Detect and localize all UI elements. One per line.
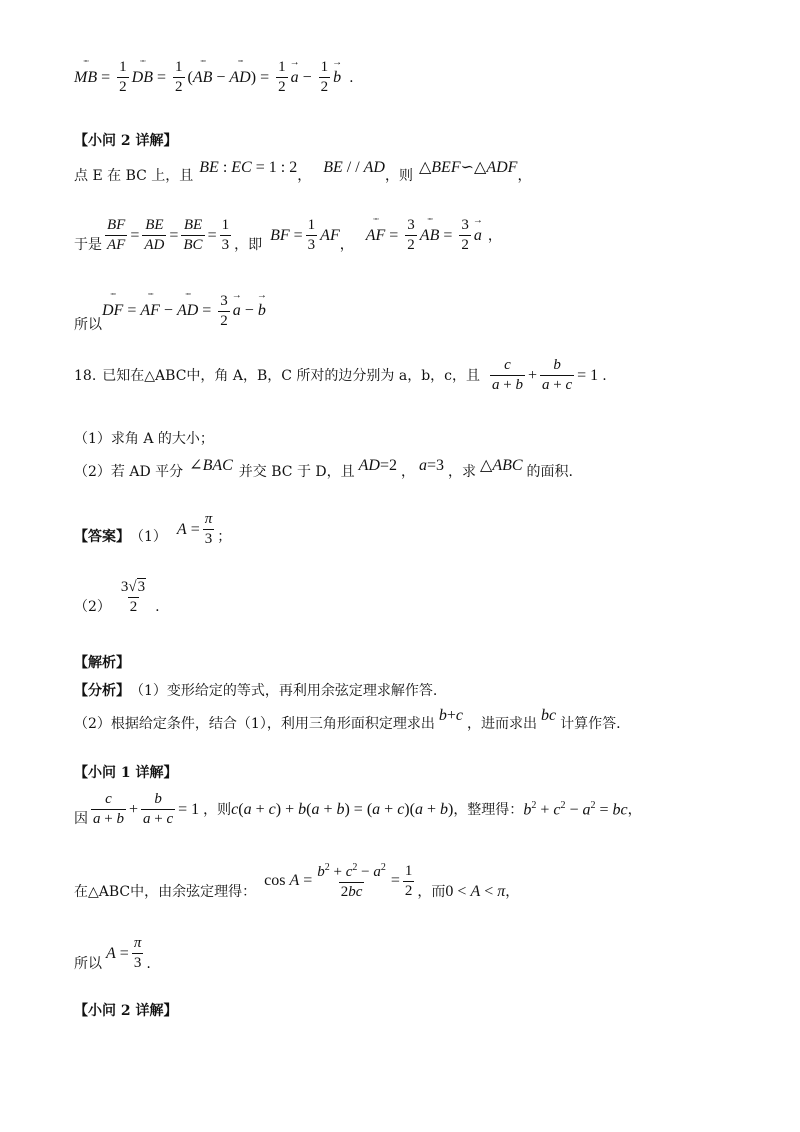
part2-text-d: ，求 (448, 464, 477, 480)
period: . (146, 955, 151, 972)
sub1-line1: 因 $\frac{c}{a + b}$ + $\frac{b}{a + c}$ = 1 ，则 c(a + c) + b(a + b) = (a + c)(a + b) ，整理得： $b^2 + c^2 - a^2$ = bc ， (74, 791, 642, 827)
part2-text-a: （2）若 AD 平分 (74, 464, 184, 480)
analysis-text2c: 计算作答. (560, 716, 621, 732)
answer-p1-label: （1） (130, 528, 167, 545)
analysis-text1: （1）变形给定的等式，再利用余弦定理求解作答. (130, 683, 438, 699)
sub2-header: 【小问 2 详解】 (74, 133, 178, 149)
sub1-result: 所以 A = $\frac{\pi}{3}$ . (74, 935, 151, 972)
period: . (602, 367, 607, 384)
sub1-header: 【小问 1 详解】 (74, 765, 178, 781)
comma: ， (400, 464, 415, 480)
comma-end: ， (627, 801, 642, 818)
period: . (155, 598, 160, 615)
answer-label: 【答案】 (74, 528, 130, 545)
comma-end: ， (505, 884, 520, 900)
text-e1: 点 E 在 BC 上，且 (74, 168, 194, 184)
sub1-cosine-line: 在△ABC中，由余弦定理得： cos A = $\frac{b^2 + c^2 - a^2}{2bc}$ = $\frac{1}{2}$ ，而 0 < A < π ， (74, 861, 520, 900)
df-vector-line: 所以 ▫▫▫ DF = ▫▫▫ AF − ▫▫▫ AD = $\frac{3}{2}$ → a − → b (74, 290, 266, 332)
mb-vector-equation: ▫▫▫ MB = $\frac{1}{2}$ ▫▫▫ DB = $\frac{1}{2}$ ( ▫▫▫ AB − ▫▫▫ AD ) = $\frac{1}{2}$ → a − $\frac{1}{2}$ → b . (74, 60, 354, 95)
text-ji: ，即 (234, 236, 263, 253)
analysis-text2a: （2）根据给定条件，结合（1），利用三角形面积定理求出 (74, 716, 435, 732)
analysis-label: 【分析】 (74, 683, 130, 699)
text-e3: ，则 (384, 168, 413, 184)
sub2-header-b: 【小问 2 详解】 (74, 1003, 178, 1019)
answer-part1: 【答案】 （1） A = $\frac{\pi}{3}$ ； (74, 511, 232, 547)
text-suoyi: 所以 (74, 955, 102, 972)
q18-stem: 18. 已知在△ABC中，角 A，B，C 所对的边分别为 a，b，c，且 $\frac{c}{a + b}$ + $\frac{b}{a + c}$ = 1 . (74, 357, 607, 393)
analysis-line1 (74, 684, 437, 698)
semicolon: ； (217, 528, 232, 545)
q18-part2: （2）若 AD 平分 ∠BAC 并交 BC 于 D，且 AD=2 ， a=3 ，求 △ABC 的面积. (74, 457, 573, 480)
text-suoyi: 所以 (74, 317, 102, 333)
part2-text-b: 并交 BC 于 D，且 (238, 464, 355, 480)
analysis-line2: （2）根据给定条件，结合（1），利用三角形面积定理求出 b+c ，进而求出 bc 计算作答. (74, 707, 621, 732)
question-stem: 已知在△ABC中，角 A，B，C 所对的边分别为 a，b，c，且 (102, 367, 481, 384)
analysis-text2b: ，进而求出 (466, 716, 537, 732)
answer-part2: （2） $\frac{3√3}{2}$ . (74, 579, 160, 615)
ratio-line: 于是 $\frac{BF}{AF}$ = $\frac{BE}{AD}$ = $\frac{BE}{BC}$ = $\frac{1}{3}$ ，即 BF = $\frac{1}{3}$ AF ， ▫▫▫ AF = $\frac{3}{2}$ ▫▫▫ AB = $\frac{3}{2}$ → a ， (74, 218, 502, 253)
point-e-line: 点 E 在 BC 上，且 BE : EC = 1 : 2 ， BE / / AD ，则 △BEF∽△ADF ， (74, 159, 532, 184)
text-yin: 因 (74, 810, 88, 827)
comma-end: ， (517, 168, 532, 184)
question-number: 18. (74, 367, 97, 384)
comma: ， (339, 236, 354, 253)
part2-text-e: 的面积. (526, 464, 573, 480)
comma-end: ， (487, 227, 502, 244)
text-in-triangle: 在△ABC中，由余弦定理得： (74, 884, 257, 900)
q18-part1: （1）求角 A 的大小； (74, 431, 214, 447)
text-ze: ，则 (203, 801, 232, 818)
period: . (349, 69, 354, 86)
text-and: ，而 (417, 884, 446, 900)
answer-p2-label: （2） (74, 598, 111, 615)
text-yushi: 于是 (74, 236, 102, 253)
analysis-header: 【解析】 (74, 655, 130, 671)
comma: ， (297, 168, 312, 184)
text-arrange: ，整理得： (453, 801, 524, 818)
